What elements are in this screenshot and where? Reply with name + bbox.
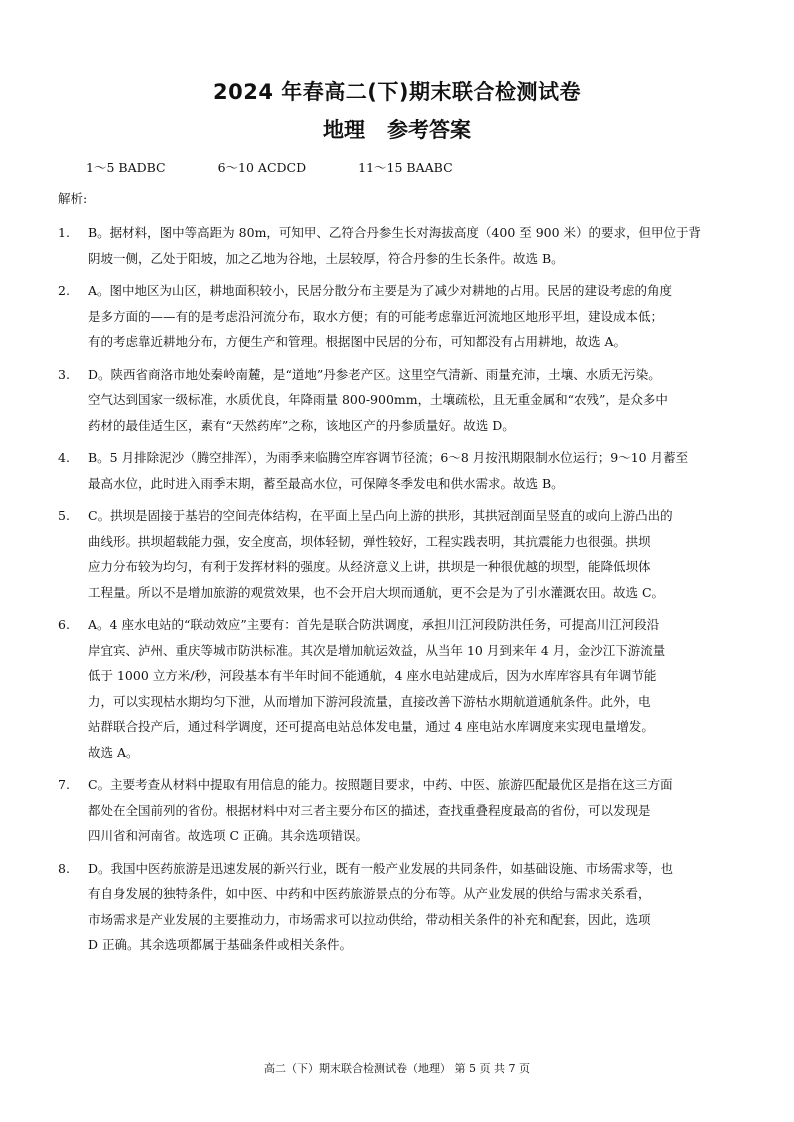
item-text-line: 有自身发展的独特条件，如中医、中药和中医药旅游景点的分布等。从产业发展的供给与需求关系看， [88, 886, 651, 901]
analysis-item [58, 612, 744, 765]
item-text-line: A。图中地区为山区，耕地面积较小，民居分散分布主要是为了减少对耕地的占用。民居的建设考虑的角度 [88, 283, 673, 298]
item-text-line: 站群联合投产后，通过科学调度，还可提高电站总体发电量，通过 4 座电站水库调度来实现电量增发。 [88, 719, 654, 734]
answer-key-label: 参考答案 [387, 118, 471, 142]
analysis-item [58, 362, 744, 439]
analysis-list [58, 220, 744, 965]
item-text-line: 有的考虑靠近耕地分布，方便生产和管理。根据图中民居的分布，可知都没有占用耕地，故选 A。 [88, 334, 627, 349]
item-text-line: D 正确。其余选项都属于基础条件或相关条件。 [88, 937, 352, 952]
analysis-item [58, 856, 744, 958]
item-text-line: 岸宜宾、泸州、重庆等城市防洪标准。其次是增加航运效益，从当年 10 月到来年 4 月，金沙江下游流量 [88, 642, 666, 658]
answer-group-3: 11～15 BAABC [358, 160, 453, 175]
item-text-line: 曲线形。拱坝超载能力强，安全度高，坝体轻韧，弹性较好，工程实践表明，其抗震能力也很强。拱坝 [88, 533, 651, 549]
item-text-line: 阴坡一侧，乙处于阳坡，加之乙地为谷地，土层较厚，符合丹参的生长条件。故选 B。 [88, 250, 564, 266]
item-number: 3. [58, 366, 70, 382]
item-number: 5. [58, 508, 70, 523]
item-text-line: 低于 1000 立方米/秒，河段基本有半年时间不能通航，4 座水电站建成后，因为水库库容具有年调节能 [88, 668, 657, 683]
item-text-line: 空气达到国家一级标准，水质优良，年降雨量 800-900mm，土壤疏松，且无重金属和“农残”，是众多中 [88, 392, 668, 407]
answer-summary [86, 158, 501, 176]
item-text-line: C。主要考查从材料中提取有用信息的能力。按照题目要求，中药、中医、旅游匹配最优区是指在这三方面 [88, 777, 673, 792]
subject-label: 地理 [323, 118, 365, 142]
analysis-item [58, 772, 744, 849]
item-text-line: A。4 座水电站的“联动效应”主要有：首先是联合防洪调度，承担川江河段防洪任务，可提高川江河段沿 [88, 617, 660, 632]
page-footer: 高二（下）期末联合检测试卷（地理） 第 5 页 共 7 页 [264, 1062, 530, 1075]
answer-group-2: 6～10 ACDCD [217, 160, 307, 175]
item-text-line: 力，可以实现枯水期均匀下泄，从而增加下游河段流量，直接改善下游枯水期航道通航条件。此外，电 [88, 693, 651, 709]
item-text-line: B。5 月排除泥沙（腾空排浑），为雨季来临腾空库容调节径流；6～8 月按汛期限制水位运行；9～10 月蓄至 [88, 450, 689, 465]
answer-group-1: 1～5 BADBC [86, 160, 166, 175]
item-text-line: 工程量。所以不是增加旅游的观赏效果，也不会开启大坝而通航，更不会是为了引水灌溉农田。故选 C。 [88, 584, 665, 600]
exam-subtitle-row [0, 114, 794, 144]
item-text-line: D。我国中医药旅游是迅速发展的新兴行业，既有一般产业发展的共同条件，如基础设施、市场需求等，也 [88, 860, 674, 876]
item-text-line: 都处在全国前列的省份。根据材料中对三者主要分布区的描述，查找重叠程度最高的省份，可以发现是 [88, 802, 651, 818]
item-number: 1. [58, 225, 70, 240]
item-text-line: D。陕西省商洛市地处秦岭南麓，是“道地”丹参老产区。这里空气清新、雨量充沛，土壤、水质无污染。 [88, 366, 661, 382]
item-number: 4. [58, 450, 70, 465]
item-number: 7. [58, 777, 70, 792]
item-text-line: 市场需求是产业发展的主要推动力，市场需求可以拉动供给，带动相关条件的补充和配套，因此，选项 [88, 911, 651, 927]
item-text-line: 应力分布较为均匀，有利于发挥材料的强度。从经济意义上讲，拱坝是一种很优越的坝型，能降低坝体 [88, 559, 651, 574]
item-text-line: B。据材料，图中等高距为 80m，可知甲、乙符合丹参生长对海拔高度（400 至 900 米）的要求，但甲位于背 [88, 225, 702, 240]
analysis-item [58, 220, 744, 271]
item-text-line: C。拱坝是固接于基岩的空间壳体结构，在平面上呈凸向上游的拱形，其拱冠剖面呈竖直的或向上游凸出的 [88, 508, 673, 523]
analysis-item [58, 503, 744, 605]
item-text-line: 是多方面的——有的是考虑沿河流分布，取水方便；有的可能考虑靠近河流地区地形平坦，建设成本低； [88, 308, 664, 324]
item-number: 6. [58, 617, 70, 632]
item-text-line: 最高水位，此时进入雨季末期，蓄至最高水位，可保障冬季发电和供水需求。故选 B。 [88, 475, 564, 491]
item-number: 2. [58, 283, 70, 298]
analysis-heading: 解析: [58, 191, 88, 206]
item-number: 8. [58, 860, 70, 876]
exam-title: 2024 年春高二(下)期末联合检测试卷 [213, 80, 581, 104]
item-text-line: 药材的最佳适生区，素有“天然药库”之称，该地区产的丹参质量好。故选 D。 [88, 417, 515, 433]
analysis-item [58, 445, 744, 496]
analysis-item [58, 278, 744, 355]
item-text-line: 四川省和河南省。故选项 C 正确。其余选项错误。 [88, 828, 369, 843]
item-text-line: 故选 A。 [88, 744, 139, 760]
